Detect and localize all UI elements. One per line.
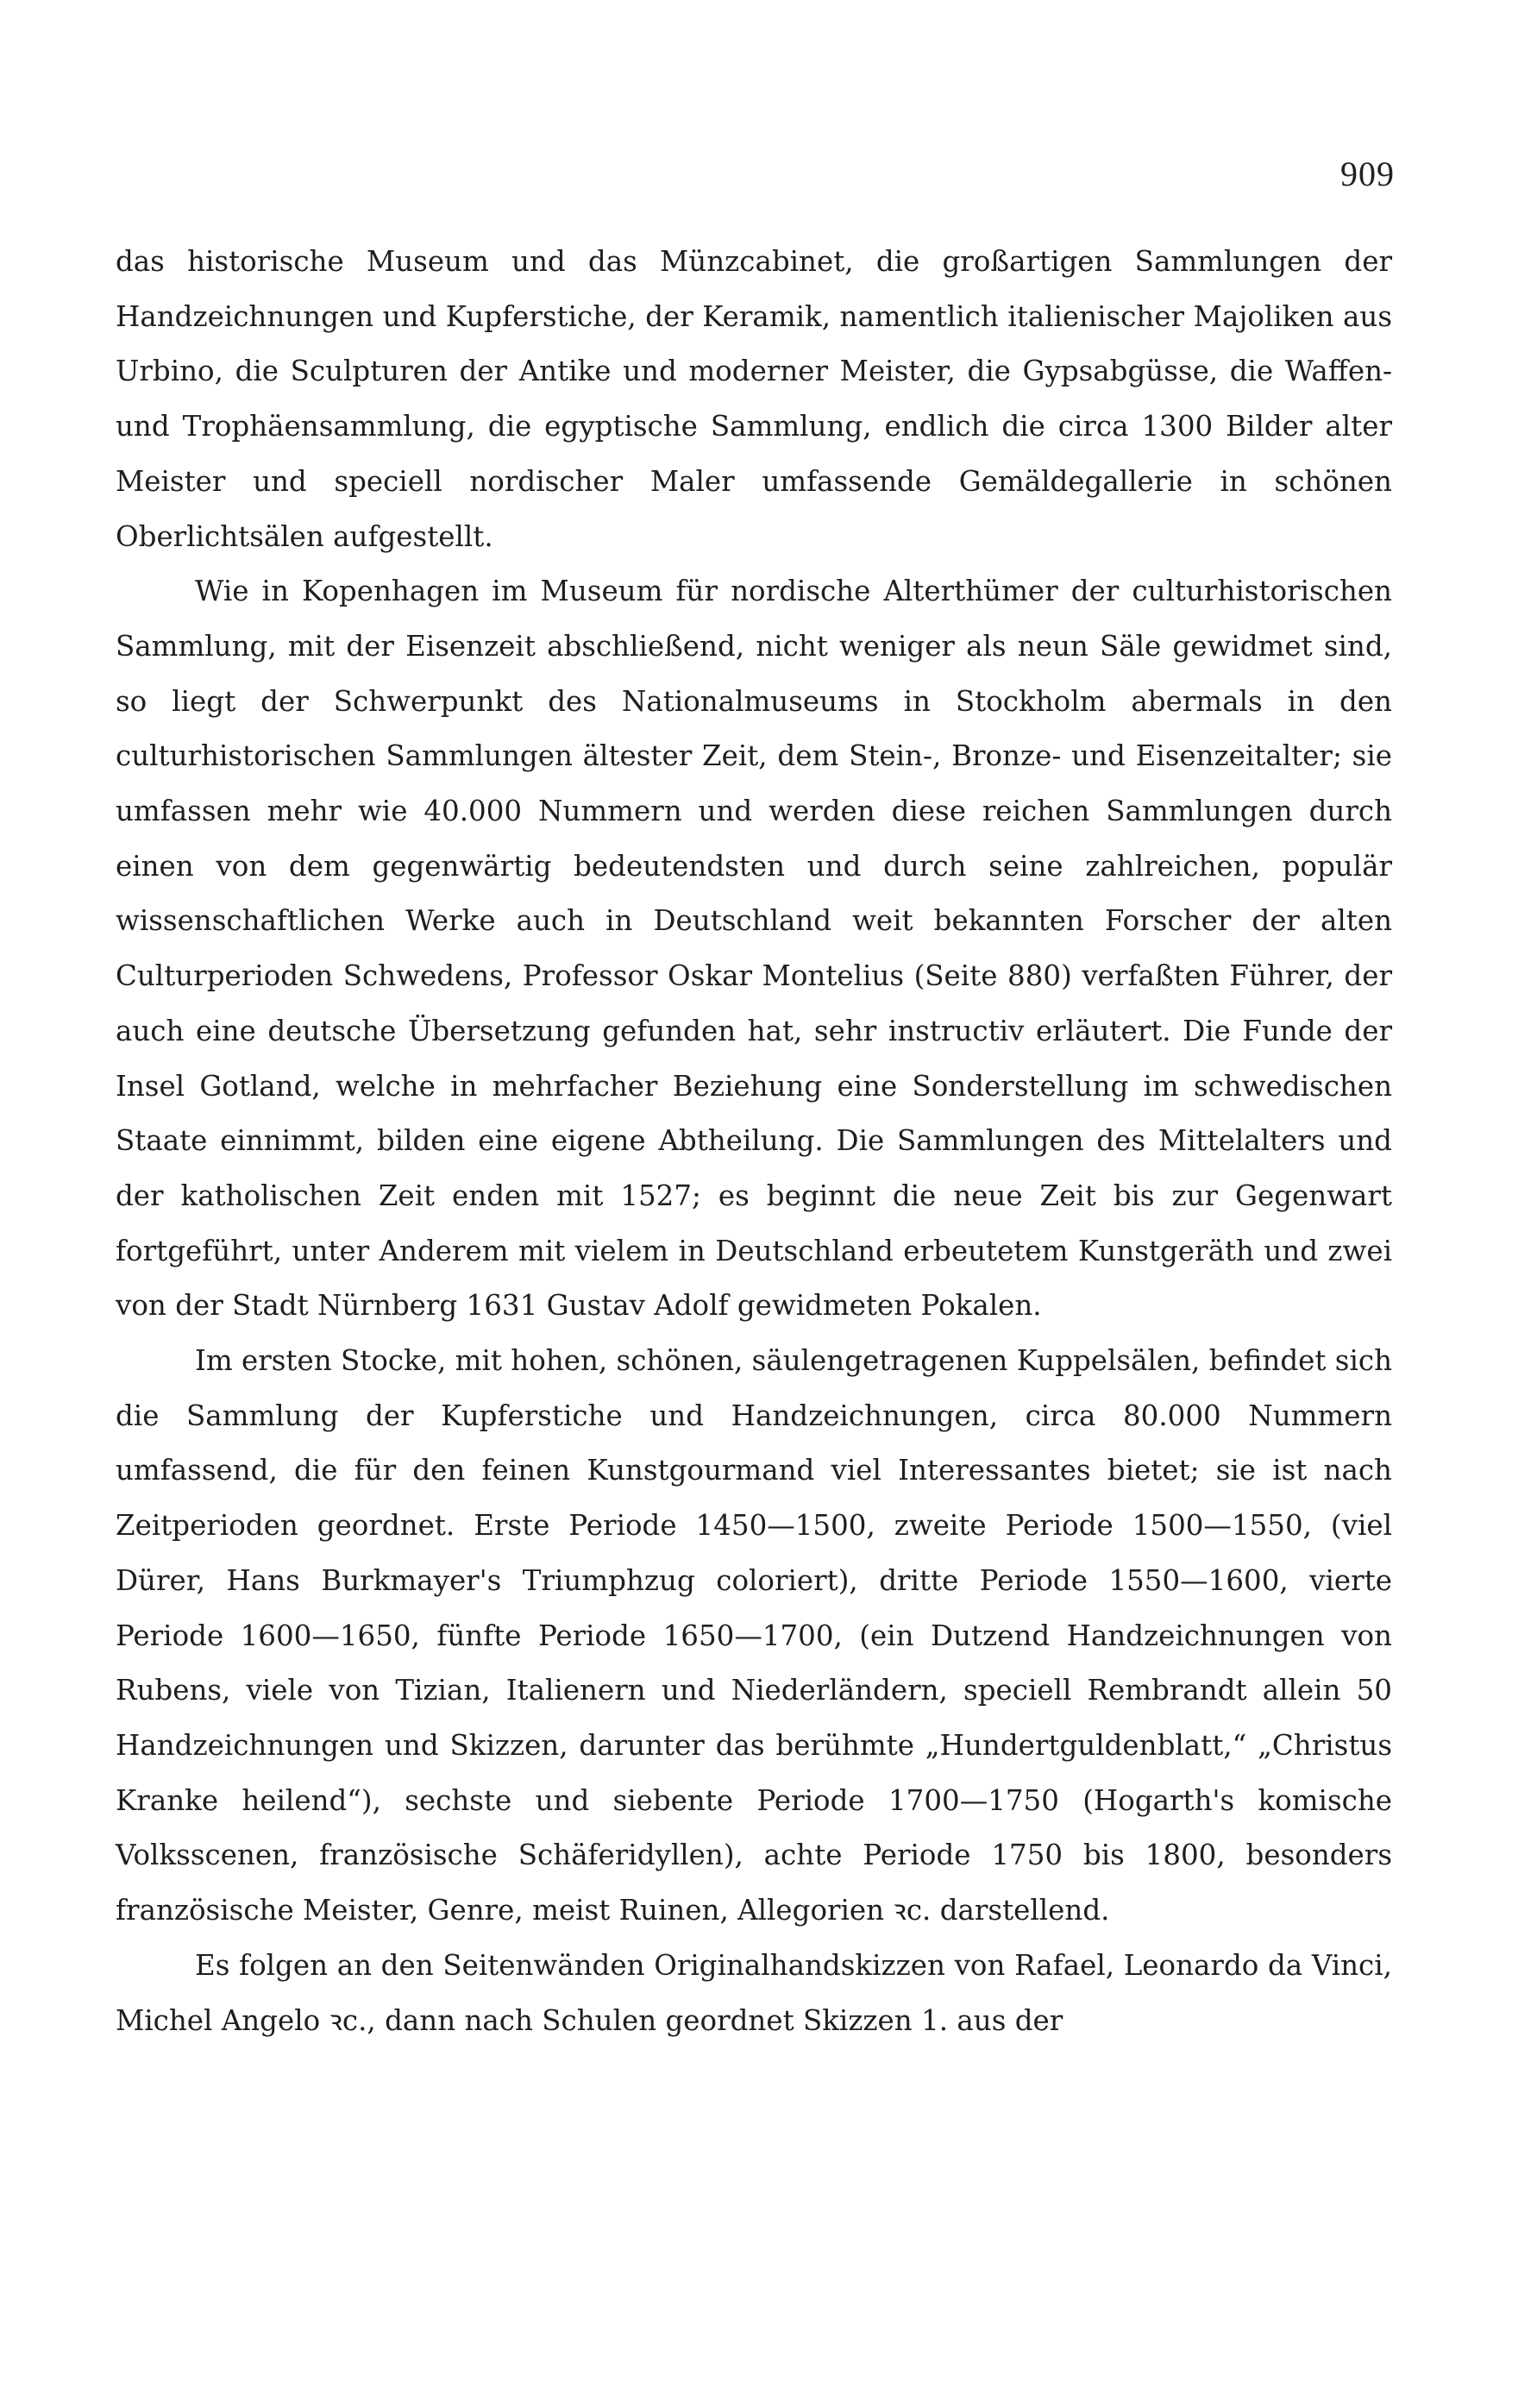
body-text — [116, 235, 1392, 2048]
paragraph-first-floor-engravings: Im ersten Stocke, mit hohen, schönen, säulengetragenen Kuppelsälen, befindet sich die Sammlung der Kupferstiche und Handzeichnungen, circa 80.000 Nummern umfassend, die für den feinen Kunstgourmand viel Interessantes bietet; sie ist nach Zeitperioden geordnet. Erste Periode 1450—1500, zweite Periode 1500—1550, (viel Dürer, Hans Burkmayer's Triumphzug coloriert), dritte Periode 1550—1600, vierte Periode 1600—1650, fünfte Periode 1650—1700, (ein Dutzend Handzeichnungen von Rubens, viele von Tizian, Italienern und Niederländern, speciell Rembrandt allein 50 Handzeichnungen und Skizzen, darunter das berühmte „Hundertguldenblatt,“ „Christus Kranke heilend“), sechste und siebente Periode 1700—1750 (Hogarth's komische Volksscenen, französische Schäferidyllen), achte Periode 1750 bis 1800, besonders französische Meister, Genre, meist Ruinen, Allegorien ꝛc. darstellend. — [116, 1344, 1392, 1927]
paragraph-museum-collections: das historische Museum und das Münzcabinet, die großartigen Sammlungen der Handzeichnungen und Kupferstiche, der Keramik, namentlich italienischer Majoliken aus Urbino, die Sculpturen der Antike und moderner Meister, die Gypsabgüsse, die Waffen- und Trophäensammlung, die egyptische Sammlung, endlich die circa 1300 Bilder alter Meister und speciell nordischer Maler umfassende Gemäldegallerie in schönen Oberlichtsälen aufgestellt. — [116, 245, 1392, 553]
paragraph-side-walls-sketches: Es folgen an den Seitenwänden Originalhandskizzen von Rafael, Leonardo da Vinci, Michel Angelo ꝛc., dann nach Schulen geordnet Skizzen 1. aus der — [116, 1948, 1392, 2037]
page-number: 909 — [1340, 154, 1395, 193]
paragraph-national-museum-stockholm: Wie in Kopenhagen im Museum für nordische Alterthümer der culturhistorischen Sammlung, mit der Eisenzeit abschließend, nicht weniger als neun Säle gewidmet sind, so liegt der Schwerpunkt des Nationalmuseums in Stockholm abermals in den culturhistorischen Sammlungen ältester Zeit, dem Stein-, Bronze- und Eisenzeitalter; sie umfassen mehr wie 40.000 Nummern und werden diese reichen Sammlungen durch einen von dem gegenwärtig bedeutendsten und durch seine zahlreichen, populär wissenschaftlichen Werke auch in Deutschland weit bekannten Forscher der alten Culturperioden Schwedens, Professor Oskar Montelius (Seite 880) verfaßten Führer, der auch eine deutsche Übersetzung gefunden hat, sehr instructiv erläutert. Die Funde der Insel Gotland, welche in mehrfacher Beziehung eine Sonderstellung im schwedischen Staate einnimmt, bilden eine eigene Abtheilung. Die Sammlungen des Mittelalters und der katholischen Zeit enden mit 1527; es beginnt die neue Zeit bis zur Gegenwart fortgeführt, unter Anderem mit vielem in Deutschland erbeutetem Kunstgeräth und zwei von der Stadt Nürnberg 1631 Gustav Adolf gewidmeten Pokalen. — [116, 575, 1392, 1323]
